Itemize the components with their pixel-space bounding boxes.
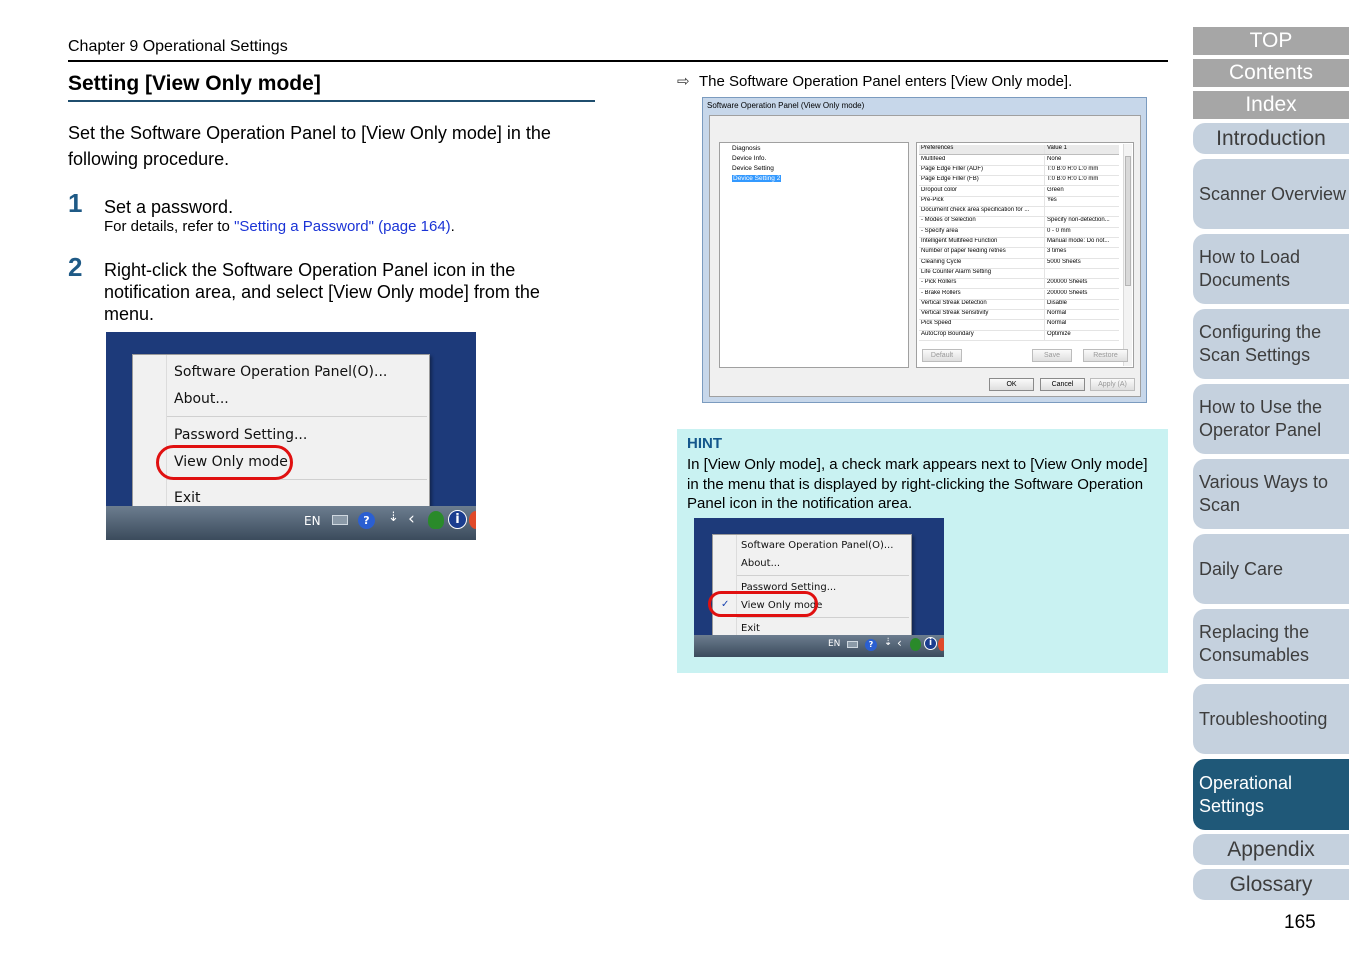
restore-button[interactable]: Restore [1083, 349, 1128, 362]
hint-menu-item-password-setting[interactable]: Password Setting... [741, 582, 837, 593]
nav-tab-appendix[interactable]: Appendix [1193, 834, 1349, 865]
nav-tab-configuring-scan-settings[interactable]: Configuring the Scan Settings [1193, 309, 1349, 379]
result-text: The Software Operation Panel enters [View Only mode]. [699, 73, 1073, 90]
nav-tab-scanner-overview[interactable]: Scanner Overview [1193, 159, 1349, 229]
page-number: 165 [1284, 912, 1316, 933]
nav-tab-operator-panel[interactable]: How to Use the Operator Panel [1193, 384, 1349, 454]
grid-row[interactable] [919, 248, 1119, 258]
menu-item-password-setting[interactable]: Password Setting... [174, 427, 308, 443]
grid-cell-preference: AutoCrop Boundary [921, 330, 974, 337]
settings-grid [916, 142, 1134, 368]
grid-cell-preference: - Pick Rollers [921, 279, 957, 286]
default-button[interactable]: Default [922, 349, 962, 362]
step-1-detail-suffix: . [450, 218, 455, 235]
menu-item-about[interactable]: About... [174, 391, 229, 407]
intro-paragraph: Set the Software Operation Panel to [View Only mode] in the following procedure. [68, 123, 551, 169]
tree-item-diagnosis[interactable]: Diagnosis [732, 145, 761, 152]
column-header-preferences: Preferences [921, 145, 954, 151]
grid-cell-preference: Page Edge Filler (ADF) [921, 165, 984, 172]
cancel-button[interactable]: Cancel [1040, 378, 1085, 391]
grid-cell-preference: Cleaning Cycle [921, 258, 962, 265]
grid-cell-preference: Dropout color [921, 186, 958, 193]
grid-cell-preference: Life Counter Alarm Setting [921, 268, 992, 275]
result-arrow-icon: ⇨ [677, 73, 690, 90]
grid-cell-preference: Pick Speed [921, 320, 952, 327]
grid-row[interactable] [919, 228, 1119, 238]
grid-row[interactable] [919, 207, 1119, 217]
hint-box [677, 429, 1168, 673]
tree-item-device-setting[interactable]: Device Setting [732, 165, 774, 172]
ok-button[interactable]: OK [989, 378, 1034, 391]
grid-cell-preference: Multifeed [921, 155, 946, 162]
setting-password-link[interactable]: "Setting a Password" (page 164) [234, 218, 451, 235]
grid-row[interactable] [919, 320, 1119, 330]
grid-cell-preference: - Brake Rollers [921, 289, 961, 296]
hint-menu-item-about[interactable]: About... [741, 558, 781, 569]
grid-row[interactable] [919, 300, 1119, 310]
tree-item-device-setting-2[interactable]: Device Setting 2 [733, 175, 781, 182]
grid-cell-value: None [1047, 155, 1062, 162]
nav-tab-daily-care[interactable]: Daily Care [1193, 534, 1349, 604]
grid-row[interactable] [919, 187, 1119, 197]
step-1-text: Set a password. [104, 197, 234, 217]
highlight-ring [156, 445, 293, 480]
step-1-number: 1 [68, 188, 83, 218]
grid-cell-preference: Vertical Streak Detection [921, 299, 987, 306]
language-indicator: EN [304, 514, 321, 528]
chapter-header: Chapter 9 Operational Settings [68, 38, 288, 55]
hint-highlight-ring [708, 591, 818, 617]
menu-item-software-operation-panel[interactable]: Software Operation Panel(O)... [174, 364, 388, 380]
grid-cell-preference: Number of paper feeding retries [921, 248, 1006, 255]
hint-menu-item-exit[interactable]: Exit [741, 623, 760, 634]
grid-cell-value: 200000 Sheets [1047, 289, 1088, 296]
grid-row[interactable] [919, 166, 1119, 176]
grid-row[interactable] [919, 176, 1119, 186]
save-button[interactable]: Save [1032, 349, 1072, 362]
nav-tab-glossary[interactable]: Glossary [1193, 869, 1349, 900]
hint-text: In [View Only mode], a check mark appears next to [View Only mode] in the menu that is displayed by right-clicking the Software Operation Panel icon in the notification area. [687, 456, 1148, 512]
show-hidden-icons-icon[interactable]: ‹ [408, 509, 415, 529]
step-1-detail [104, 218, 455, 235]
section-title: Setting [View Only mode] [68, 72, 321, 95]
grid-cell-preference: Vertical Streak Sensitivity [921, 310, 989, 317]
settings-tree [719, 142, 909, 368]
grid-cell-value: Normal [1047, 320, 1067, 327]
title-underline [68, 100, 595, 102]
nav-index-button[interactable]: Index [1193, 91, 1349, 119]
step-2-text: Right-click the Software Operation Panel icon in the notification area, and select [View Only mode] from the menu. [104, 260, 540, 324]
apply-button[interactable]: Apply (A) [1090, 378, 1135, 391]
grid-cell-value: Green [1047, 186, 1064, 193]
dialog-title: Software Operation Panel (View Only mode) [707, 101, 865, 110]
step-2-number: 2 [68, 252, 83, 282]
info-icon[interactable]: i [448, 510, 467, 529]
tree-item-device-info[interactable]: Device Info. [732, 155, 767, 162]
grid-row[interactable] [919, 238, 1119, 248]
hint-menu-item-software-operation-panel[interactable]: Software Operation Panel(O)... [741, 540, 894, 551]
nav-tab-operational-settings[interactable]: Operational Settings [1193, 759, 1349, 830]
check-mark-icon: ✓ [721, 599, 730, 610]
nav-tab-introduction[interactable]: Introduction [1193, 123, 1349, 154]
context-menu-screenshot [106, 332, 476, 540]
keyboard-icon[interactable] [332, 515, 348, 525]
hint-show-hidden-icons-icon[interactable]: ‹ [897, 636, 902, 650]
context-menu [132, 354, 430, 515]
grid-cell-value: T:0 B:0 R:0 L:0 mm [1047, 176, 1099, 183]
help-icon[interactable]: ? [358, 512, 375, 529]
grid-row[interactable] [919, 217, 1119, 227]
nav-top-button[interactable]: TOP [1193, 27, 1349, 55]
hint-context-menu [712, 534, 912, 638]
grid-cell-value: Normal [1047, 310, 1067, 317]
taskbar [106, 506, 476, 540]
nav-contents-button[interactable]: Contents [1193, 59, 1349, 87]
grid-cell-value: 200000 Sheets [1047, 279, 1088, 286]
grid-cell-value: Specify non-detection... [1047, 217, 1110, 224]
grid-cell-preference: Pre-Pick [921, 196, 944, 203]
hint-help-icon[interactable]: ? [865, 639, 877, 651]
grid-cell-value: T:0 B:0 R:0 L:0 mm [1047, 165, 1099, 172]
grid-cell-value: Disable [1047, 299, 1068, 306]
hint-scanner-tray-icon[interactable] [910, 638, 921, 651]
hint-menu-screenshot [694, 518, 944, 657]
step-1-detail-prefix: For details, refer to [104, 218, 235, 235]
grid-row[interactable] [919, 259, 1119, 269]
input-options-icon[interactable]: ⇣ [388, 510, 399, 525]
grid-row[interactable] [919, 269, 1119, 279]
grid-cell-value: 3 times [1047, 248, 1067, 255]
hint-keyboard-icon[interactable] [847, 641, 858, 648]
grid-row[interactable] [919, 156, 1119, 166]
menu-item-exit[interactable]: Exit [174, 490, 201, 506]
grid-cell-value: 0 - 0 mm [1047, 227, 1071, 234]
grid-cell-preference: Intelligent Multifeed Function [921, 238, 998, 244]
header-divider [68, 60, 1168, 62]
grid-row[interactable] [919, 197, 1119, 207]
hint-title: HINT [687, 435, 722, 452]
grid-scrollbar[interactable] [1123, 144, 1132, 366]
hint-language-indicator: EN [828, 639, 841, 649]
hint-app-tray-icon[interactable] [938, 638, 944, 651]
menu-item-view-only-mode[interactable]: View Only mode [174, 454, 288, 470]
grid-row[interactable] [919, 310, 1119, 320]
hint-taskbar [694, 635, 944, 657]
grid-row[interactable] [919, 331, 1119, 341]
grid-cell-value: Manual mode: Do not... [1047, 238, 1110, 244]
grid-cell-value: Yes [1047, 196, 1057, 203]
app-tray-icon[interactable] [469, 511, 476, 529]
hint-input-options-icon[interactable]: ⇣ [884, 637, 893, 648]
grid-cell-preference: - Specify area [921, 227, 959, 234]
column-header-value: Value 1 [1047, 145, 1067, 151]
hint-menu-item-view-only-mode[interactable]: View Only mode [741, 600, 823, 611]
grid-row[interactable] [919, 290, 1119, 300]
grid-row[interactable] [919, 279, 1119, 289]
nav-tab-various-ways-to-scan[interactable]: Various Ways to Scan [1193, 459, 1349, 529]
grid-cell-preference: Document check area specification for ... [921, 207, 1030, 214]
nav-tab-troubleshooting[interactable]: Troubleshooting [1193, 684, 1349, 754]
grid-header [919, 145, 1119, 155]
grid-cell-value: 5000 Sheets [1047, 258, 1081, 265]
scanner-tray-icon[interactable] [428, 511, 444, 529]
grid-cell-preference: - Modes of Selection [921, 217, 976, 224]
nav-tab-how-to-load-documents[interactable]: How to Load Documents [1193, 234, 1349, 304]
software-operation-panel-dialog [702, 97, 1147, 403]
hint-info-icon[interactable]: i [924, 637, 937, 650]
nav-tab-replacing-consumables[interactable]: Replacing the Consumables [1193, 609, 1349, 679]
grid-cell-preference: Page Edge Filler (FB) [921, 176, 979, 183]
dialog-body [709, 115, 1141, 397]
grid-cell-value: Optimize [1047, 330, 1071, 337]
